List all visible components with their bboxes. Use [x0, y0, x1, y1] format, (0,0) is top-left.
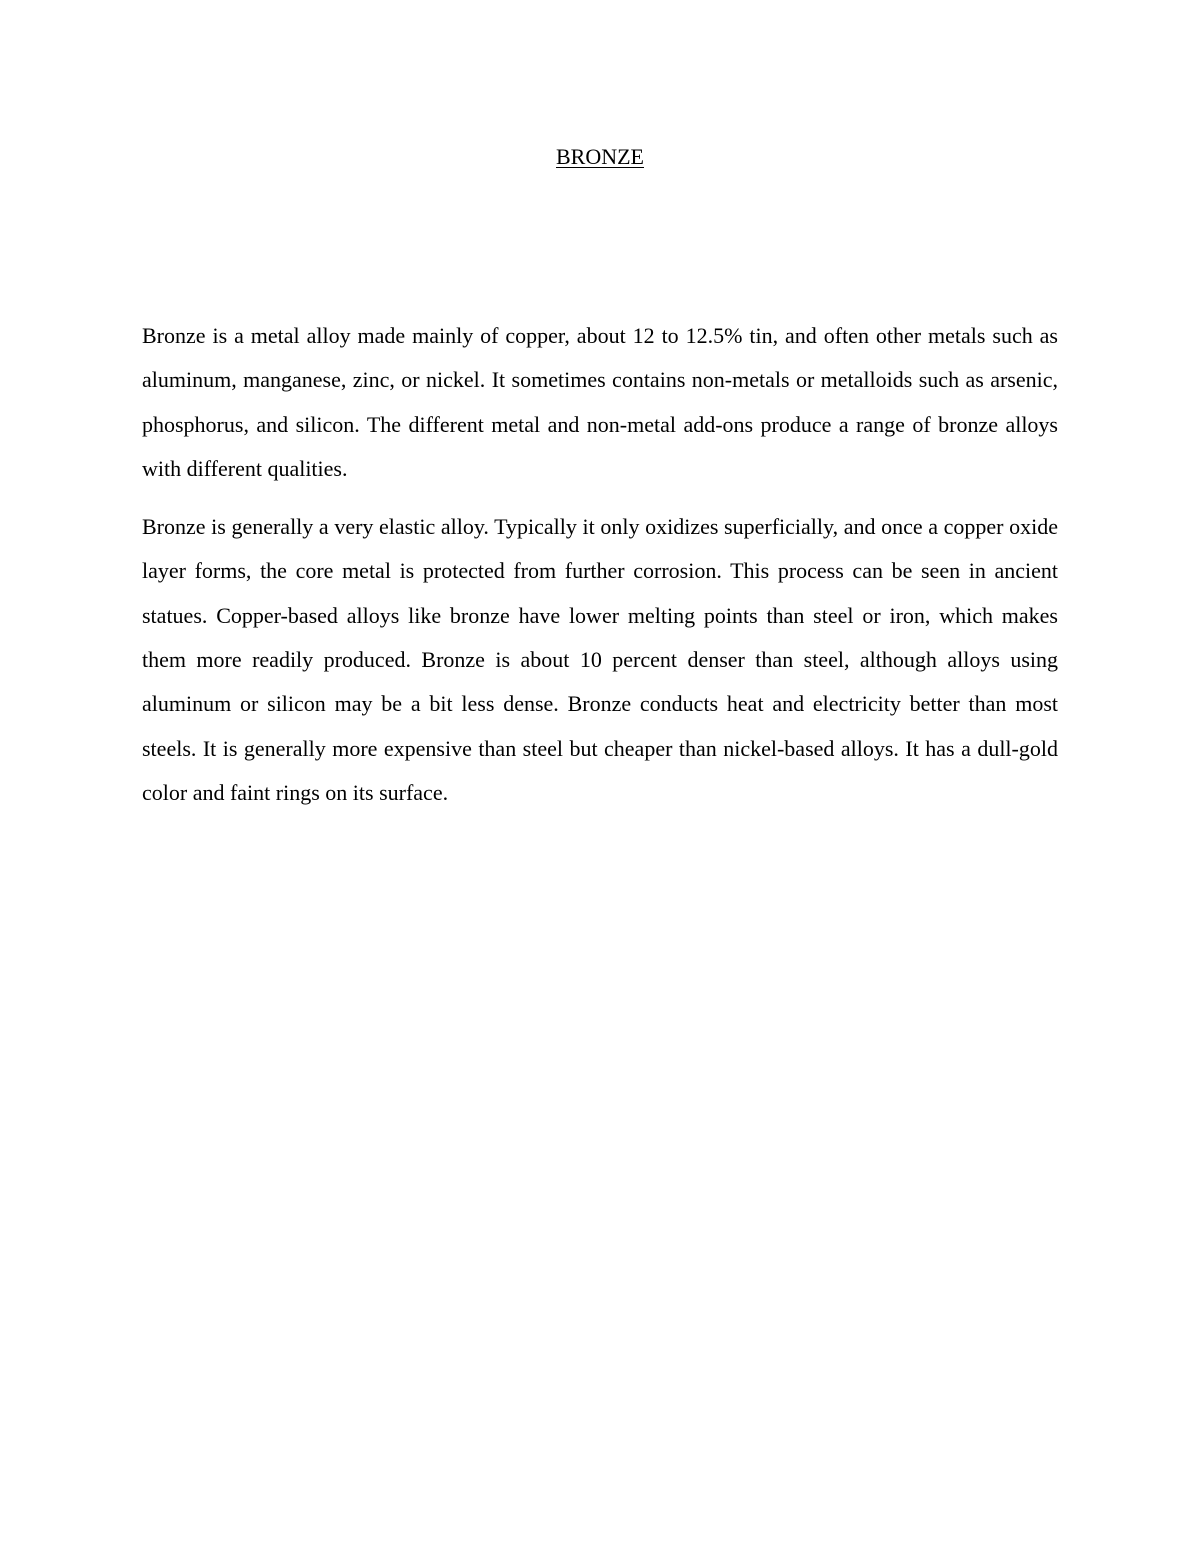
body-paragraph-2: Bronze is generally a very elastic alloy. Typically it only oxidizes superficially, and once a copper oxide layer forms, the core metal is protected from further corrosion. This process can be seen in ancient statues. Copper-based alloys like bronze have lower melting points than steel or iron, which makes them more readily produced. Bronze is about 10 percent denser than steel, although alloys using aluminum or silicon may be a bit less dense. Bronze conducts heat and electricity better than most steels. It is generally more expensive than steel but cheaper than nickel-based alloys. It has a dull-gold color and faint rings on its surface.	[142, 514, 1058, 805]
body-paragraph-1: Bronze is a metal alloy made mainly of copper, about 12 to 12.5% tin, and often other metals such as aluminum, manganese, zinc, or nickel. It sometimes contains non-metals or metalloids such as arsenic, phosphorus, and silicon. The different metal and non-metal add-ons produce a range of bronze alloys with different qualities.	[142, 323, 1058, 481]
document-title-text: BRONZE	[556, 144, 644, 169]
document-body	[142, 314, 1058, 829]
document-title	[0, 141, 1200, 173]
